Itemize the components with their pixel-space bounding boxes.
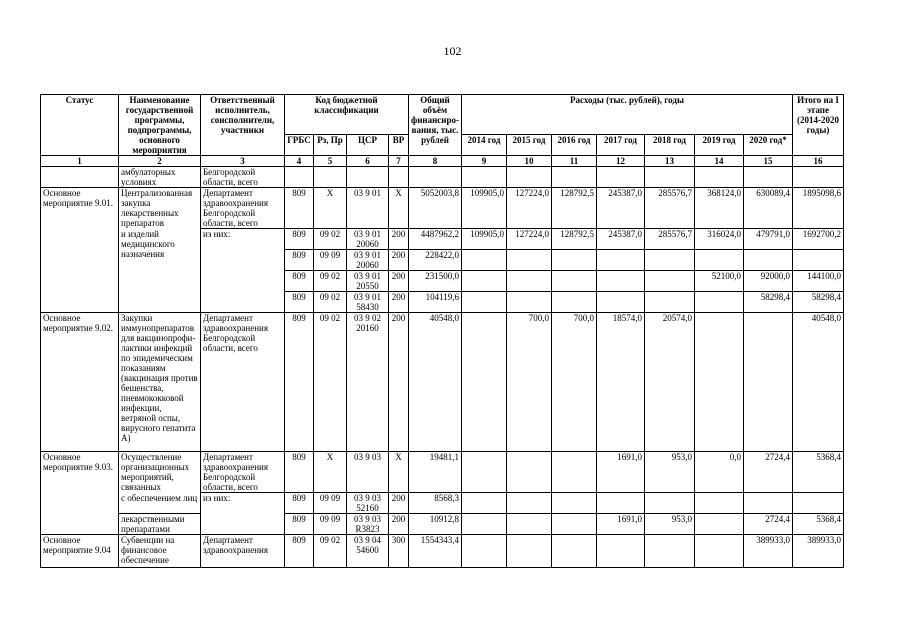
value-cell: 700,0 (507, 313, 552, 452)
value-cell: 0,0 (695, 452, 744, 493)
column-index: 8 (409, 156, 462, 167)
value-cell: 389933,0 (744, 535, 793, 568)
vr-cell: 200 (389, 292, 409, 313)
status-cell: Основное мероприятие 9.01. (41, 188, 119, 313)
executor-cell: Департамент здравоохранения Белгородской области, всего (201, 452, 285, 493)
grbs-cell: 809 (285, 250, 314, 271)
header-2017: 2017 год (597, 135, 645, 156)
header-expenses: Расходы (тыс. рублей), годы (462, 95, 793, 135)
csr-cell: 03 9 02 20160 (347, 313, 389, 452)
csr-cell: 03 9 03 R3823 (347, 514, 389, 535)
grbs-cell: 809 (285, 514, 314, 535)
executor-cell: Департамент здравоохранения Белгородской области, всего (201, 313, 285, 452)
executor-cell: Департамент здравоохранения (201, 535, 285, 568)
value-cell: 953,0 (645, 514, 695, 535)
header-row-1 (41, 95, 844, 135)
page-number: 102 (443, 44, 462, 58)
rzpr-cell: 09 09 (314, 250, 347, 271)
csr-cell: 03 9 01 20060 (347, 250, 389, 271)
rzpr-cell: 09 09 (314, 493, 347, 514)
status-cell (41, 167, 119, 188)
rzpr-cell: 09 02 (314, 292, 347, 313)
grbs-cell: 809 (285, 452, 314, 493)
total-cell: 40548,0 (409, 313, 462, 452)
value-cell: 58298,4 (793, 292, 844, 313)
csr-cell: 03 9 01 (347, 188, 389, 229)
csr-cell: 03 9 01 20550 (347, 271, 389, 292)
value-cell: 127224,0 (507, 229, 552, 250)
header-2019: 2019 год (695, 135, 744, 156)
rzpr-cell: 09 09 (314, 514, 347, 535)
value-cell: 2724,4 (744, 452, 793, 493)
value-cell: 630089,4 (744, 188, 793, 229)
executor-cell: из них: (201, 229, 285, 313)
column-index: 4 (285, 156, 314, 167)
grbs-cell: 809 (285, 313, 314, 452)
total-cell: 104119,6 (409, 292, 462, 313)
total-cell: 1554343,4 (409, 535, 462, 568)
total-cell: 231500,0 (409, 271, 462, 292)
vr-cell: 200 (389, 493, 409, 514)
column-index: 1 (41, 156, 119, 167)
total-cell: 19481,1 (409, 452, 462, 493)
column-index: 16 (793, 156, 844, 167)
rzpr-cell: 09 02 (314, 271, 347, 292)
header-budget-code: Код бюджетной классификации (285, 95, 409, 135)
grbs-cell: 809 (285, 188, 314, 229)
rzpr-cell: 09 02 (314, 535, 347, 568)
value-cell: 18574,0 (597, 313, 645, 452)
value-cell: 128792,5 (552, 229, 597, 250)
column-index: 15 (744, 156, 793, 167)
column-index: 13 (645, 156, 695, 167)
column-index: 6 (347, 156, 389, 167)
value-cell: 953,0 (645, 452, 695, 493)
total-cell: 5052003,8 (409, 188, 462, 229)
table-row (41, 514, 844, 535)
header-2016: 2016 год (552, 135, 597, 156)
vr-cell: 200 (389, 250, 409, 271)
header-itogo: Итого на I этапе (2014-2020 годы) (793, 95, 844, 156)
value-cell: 5368,4 (793, 514, 844, 535)
value-cell: 40548,0 (793, 313, 844, 452)
value-cell: 700,0 (552, 313, 597, 452)
rzpr-cell: 09 02 (314, 229, 347, 250)
header-2018: 2018 год (645, 135, 695, 156)
table-row (41, 313, 844, 452)
name-cell: с обеспечением лиц (119, 493, 201, 514)
column-index: 9 (462, 156, 507, 167)
table-row (41, 188, 844, 229)
value-cell: 128792,5 (552, 188, 597, 229)
grbs-cell: 809 (285, 493, 314, 514)
header-2020: 2020 год* (744, 135, 793, 156)
value-cell: 245387,0 (597, 229, 645, 250)
header-2014: 2014 год (462, 135, 507, 156)
status-cell: Основное мероприятие 9.03. (41, 452, 119, 535)
csr-cell: 03 9 03 52160 (347, 493, 389, 514)
csr-cell: 03 9 03 (347, 452, 389, 493)
rzpr-cell: 09 02 (314, 313, 347, 452)
value-cell: 245387,0 (597, 188, 645, 229)
name-cell: и изделий медицинского назначения (119, 229, 201, 313)
name-cell: лекарственными препаратами (119, 514, 201, 535)
value-cell: 1691,0 (597, 452, 645, 493)
header-name: Наименование государственной программы, подпрограммы, основного мероприятия (119, 95, 201, 156)
column-index: 11 (552, 156, 597, 167)
rzpr-cell: Х (314, 188, 347, 229)
value-cell: 109905,0 (462, 188, 507, 229)
value-cell: 92000,0 (744, 271, 793, 292)
grbs-cell: 809 (285, 292, 314, 313)
total-cell: 10912,8 (409, 514, 462, 535)
value-cell: 109905,0 (462, 229, 507, 250)
name-cell: Осуществление организационных мероприятий, связанных (119, 452, 201, 493)
name-cell: Закупки иммунопрепаратов для вакцинопрофи-лактики инфекций по эпидемическим показаниям (вакцинация против бешенства, пневмококковой инфекции, ветряной оспы, вирусного гепатита А) (119, 313, 201, 452)
value-cell: 285576,7 (645, 188, 695, 229)
vr-cell: 200 (389, 271, 409, 292)
value-cell: 20574,0 (645, 313, 695, 452)
name-cell: амбулаторных условиях (119, 167, 201, 188)
header-total: Общий объём финансиро-вания, тыс. рублей (409, 95, 462, 156)
value-cell: 58298,4 (744, 292, 793, 313)
status-cell: Основное мероприятие 9.02. (41, 313, 119, 452)
column-index: 3 (201, 156, 285, 167)
value-cell: 285576,7 (645, 229, 695, 250)
budget-table (40, 94, 844, 568)
column-index: 12 (597, 156, 645, 167)
vr-cell: 200 (389, 514, 409, 535)
vr-cell: 200 (389, 313, 409, 452)
header-grbs: ГРБС (285, 135, 314, 156)
value-cell: 389933,0 (793, 535, 844, 568)
executor-cell: Департамент здравоохранения Белгородской области, всего (201, 188, 285, 229)
csr-cell: 03 9 04 54600 (347, 535, 389, 568)
value-cell: 144100,0 (793, 271, 844, 292)
executor-cell: Белгородской области, всего (201, 167, 285, 188)
header-status: Статус (41, 95, 119, 156)
header-csr: ЦСР (347, 135, 389, 156)
rzpr-cell: Х (314, 452, 347, 493)
header-vr: ВР (389, 135, 409, 156)
vr-cell: Х (389, 188, 409, 229)
column-index: 7 (389, 156, 409, 167)
column-index: 14 (695, 156, 744, 167)
total-cell: 4487962,2 (409, 229, 462, 250)
csr-cell: 03 9 01 20060 (347, 229, 389, 250)
total-cell: 228422,0 (409, 250, 462, 271)
column-index: 2 (119, 156, 201, 167)
table-row (41, 229, 844, 250)
value-cell: 52100,0 (695, 271, 744, 292)
value-cell: 368124,0 (695, 188, 744, 229)
column-index: 10 (507, 156, 552, 167)
vr-cell: Х (389, 452, 409, 493)
value-cell: 1692700,2 (793, 229, 844, 250)
header-2015: 2015 год (507, 135, 552, 156)
header-executor: Ответственный исполнитель, соисполнители, участники (201, 95, 285, 156)
vr-cell: 200 (389, 229, 409, 250)
value-cell: 5368,4 (793, 452, 844, 493)
grbs-cell: 809 (285, 229, 314, 250)
csr-cell: 03 9 01 58430 (347, 292, 389, 313)
table-row (41, 167, 844, 188)
value-cell: 479791,0 (744, 229, 793, 250)
table-row (41, 535, 844, 568)
name-cell: Централизованная закупка лекарственных препаратов (119, 188, 201, 229)
table-row (41, 452, 844, 493)
status-cell: Основное мероприятие 9.04 (41, 535, 119, 568)
grbs-cell: 809 (285, 271, 314, 292)
column-index-row (41, 156, 844, 167)
value-cell: 1691,0 (597, 514, 645, 535)
value-cell: 316024,0 (695, 229, 744, 250)
value-cell: 2724,4 (744, 514, 793, 535)
column-index: 5 (314, 156, 347, 167)
header-rzpr: Рз, Пр (314, 135, 347, 156)
vr-cell: 300 (389, 535, 409, 568)
total-cell: 8568,3 (409, 493, 462, 514)
table-row (41, 493, 844, 514)
grbs-cell: 809 (285, 535, 314, 568)
value-cell: 127224,0 (507, 188, 552, 229)
executor-cell: из них: (201, 493, 285, 535)
name-cell: Субвенции на финансовое обеспечение (119, 535, 201, 568)
value-cell: 1895098,6 (793, 188, 844, 229)
